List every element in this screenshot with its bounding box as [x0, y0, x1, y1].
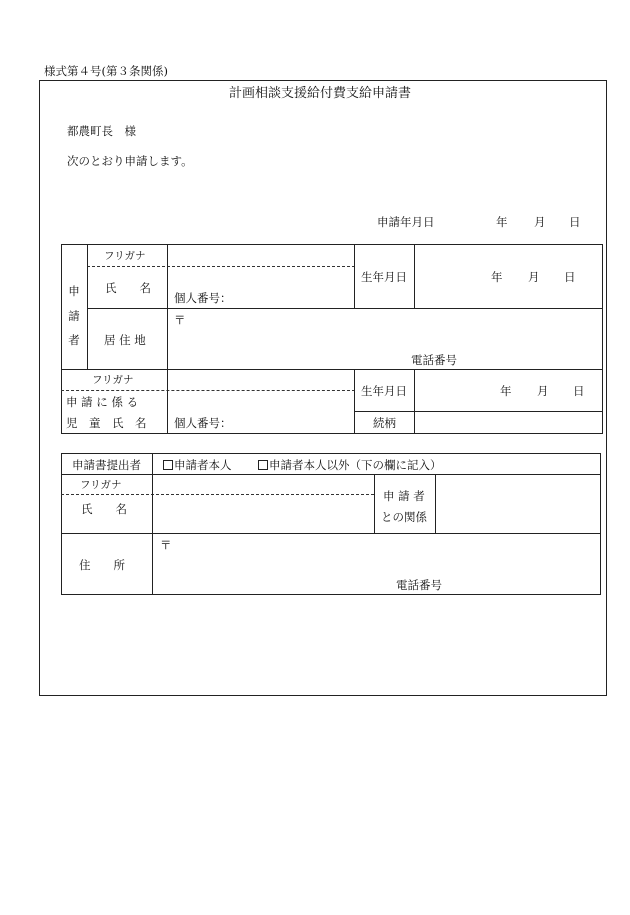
submitter-relation-label-line2: との関係 [381, 510, 427, 524]
submitter-option-other-label: 申請者本人以外（下の欄に記入） [269, 458, 442, 472]
applicant-furigana-label: フリガナ [104, 250, 146, 262]
child-birthdate-month: 月 [537, 384, 549, 398]
applicant-name-label: 氏 名 [105, 281, 151, 295]
submitter-option-self[interactable] [163, 460, 232, 472]
application-date-label: 申請年月日 [377, 215, 435, 229]
checkbox-other[interactable] [258, 460, 268, 470]
applicant-birthdate-year: 年 [491, 270, 503, 284]
child-birthdate-day: 日 [573, 384, 585, 398]
child-label-line1: 申 請 に 係 る [66, 395, 139, 409]
applicant-section-label [67, 283, 81, 349]
application-date-year: 年 [496, 215, 508, 229]
submitter-option-self-label: 申請者本人 [174, 458, 232, 472]
submitter-option-other[interactable] [258, 460, 442, 472]
child-birthdate-label: 生年月日 [361, 384, 407, 398]
application-date-month: 月 [534, 215, 546, 229]
submitter-postal-icon: 〒 [160, 538, 172, 552]
submitter-phone-label: 電話番号 [396, 578, 442, 592]
submitter-address-label: 住 所 [79, 558, 125, 572]
applicant-birthdate-label: 生年月日 [361, 270, 407, 284]
checkbox-self[interactable] [163, 460, 173, 470]
applicant-postal-icon: 〒 [174, 313, 186, 327]
form-number: 様式第４号(第３条関係) [44, 64, 168, 78]
child-individual-number-label: 個人番号： [174, 416, 232, 430]
applicant-section-char: 請 [68, 308, 80, 323]
application-date-day: 日 [569, 215, 581, 229]
child-relationship-label: 続柄 [373, 416, 396, 430]
submitter-name-label: 氏 名 [81, 502, 127, 516]
addressee: 都農町長 様 [67, 124, 136, 138]
form-title: 計画相談支援給付費支給申請書 [229, 86, 412, 101]
applicant-section-char: 申 [68, 284, 80, 298]
applicant-address-label: 居 住 地 [104, 333, 146, 347]
submitter-label: 申請書提出者 [72, 458, 141, 472]
intro-text: 次のとおり申請します。 [67, 154, 193, 168]
child-label-line2: 児 童 氏 名 [66, 416, 147, 430]
submitter-relation-label-line1: 申 請 者 [383, 489, 425, 503]
child-furigana-label: フリガナ [92, 374, 134, 386]
applicant-section-char: 者 [68, 333, 80, 348]
submitter-furigana-label: フリガナ [80, 479, 122, 491]
applicant-individual-number-label: 個人番号： [174, 291, 232, 305]
applicant-birthdate-month: 月 [528, 270, 540, 284]
child-birthdate-year: 年 [500, 384, 512, 398]
applicant-birthdate-day: 日 [564, 270, 576, 284]
applicant-phone-label: 電話番号 [411, 353, 457, 367]
